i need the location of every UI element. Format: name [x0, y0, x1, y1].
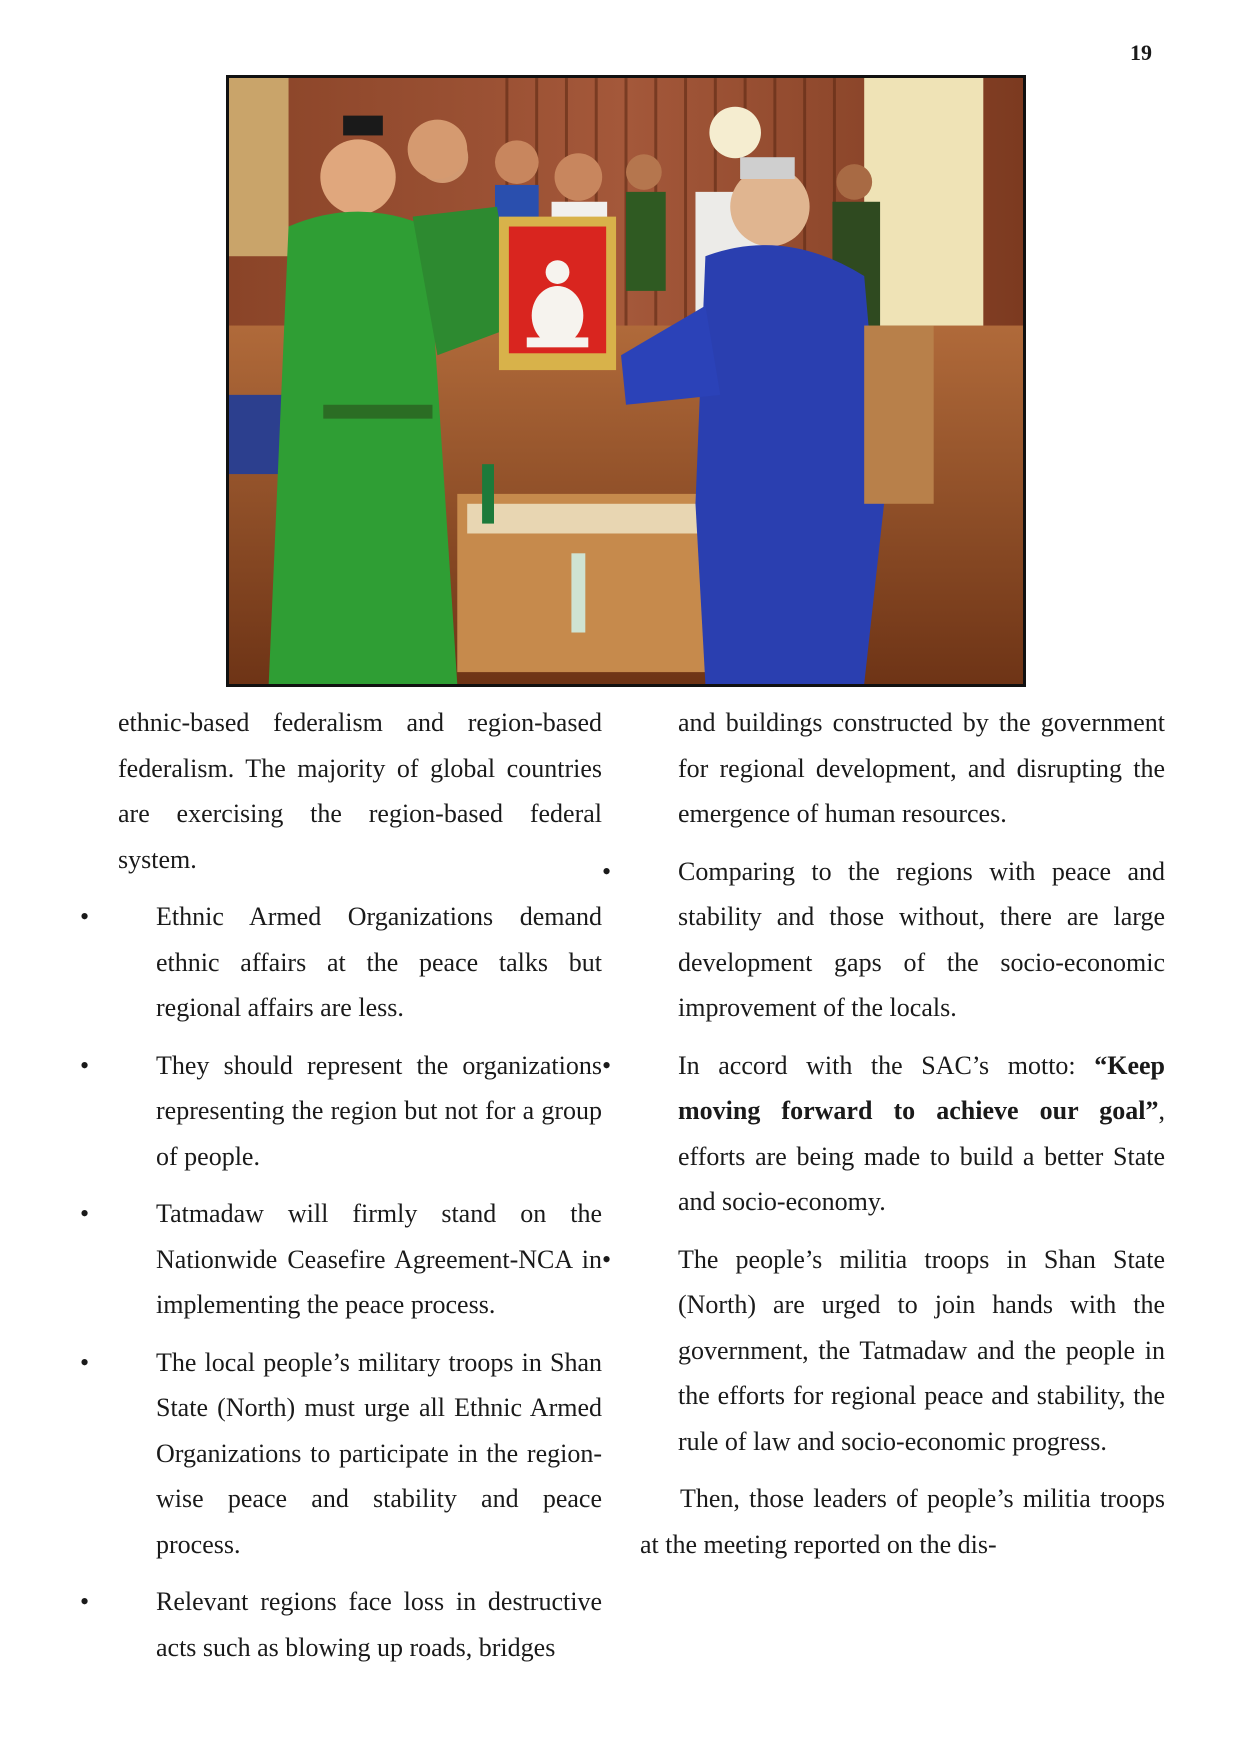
bullet-icon: • — [602, 856, 612, 886]
bullet-icon: • — [80, 902, 90, 931]
list-item — [80, 1191, 602, 1328]
motto-after-text: , efforts are being made to build a better State and socio-economy. — [678, 1096, 1165, 1216]
closing-paragraph: Then, those leaders of people’s militia troops at the meeting reported on the dis- — [640, 1484, 1165, 1559]
page-number: 19 — [1130, 40, 1152, 65]
motto-intro-text: In accord with the SAC’s motto: — [678, 1050, 1095, 1080]
list-item-text: They should represent the organizations representing the region but not for a group of people. — [156, 1050, 602, 1171]
bullet-icon: • — [602, 1244, 612, 1274]
list-item-text: Ethnic Armed Organizations demand ethnic affairs at the peace talks but regional affairs are less. — [156, 902, 602, 1022]
list-item-text: Tatmadaw will firmly stand on the Nationwide Ceasefire Agreement-NCA in implementing the peace process. — [156, 1199, 602, 1319]
list-item — [80, 1579, 602, 1670]
left-column — [80, 700, 602, 1682]
right-bullet-list — [602, 849, 1165, 1465]
list-item — [602, 849, 1165, 1031]
list-item-text: Comparing to the regions with peace and stability and those without, there are large development gaps of the socio-economic improvement of the locals. — [678, 856, 1165, 1022]
right-column — [602, 700, 1165, 1579]
bullet-icon: • — [602, 1050, 612, 1080]
left-bullet-list — [80, 894, 602, 1670]
motto-text: “Keep moving forward to achieve our goal” — [678, 1050, 1165, 1125]
list-item — [80, 894, 602, 1031]
right-continued-paragraph: and buildings constructed by the government for regional development, and disrupting the emergence of human resources. — [678, 708, 1165, 828]
bullet-icon: • — [80, 1587, 90, 1616]
list-item-text: The people’s militia troops in Shan State (North) are urged to join hands with the government, the Tatmadaw and the people in the efforts for regional peace and stability, the rule of law and socio-economic progress. — [678, 1244, 1165, 1456]
meeting-photo — [226, 75, 1026, 687]
photo-illustration — [229, 78, 1023, 684]
list-item — [602, 1237, 1165, 1465]
list-item-text: Relevant regions face loss in destructive acts such as blowing up roads, bridges — [156, 1587, 602, 1662]
list-item — [80, 1043, 602, 1180]
bullet-icon: • — [80, 1050, 90, 1080]
bullet-icon: • — [80, 1199, 90, 1228]
list-item — [602, 1043, 1165, 1225]
list-item — [80, 1340, 602, 1568]
bullet-icon: • — [80, 1347, 90, 1377]
list-item-text: The local people’s military troops in Shan State (North) must urge all Ethnic Armed Organizations to participate in the region-wise peace and stability and peace process. — [156, 1347, 602, 1559]
left-continued-paragraph: ethnic-based federalism and region-based federalism. The majority of global countries are exercising the region-based federal system. — [118, 708, 602, 874]
